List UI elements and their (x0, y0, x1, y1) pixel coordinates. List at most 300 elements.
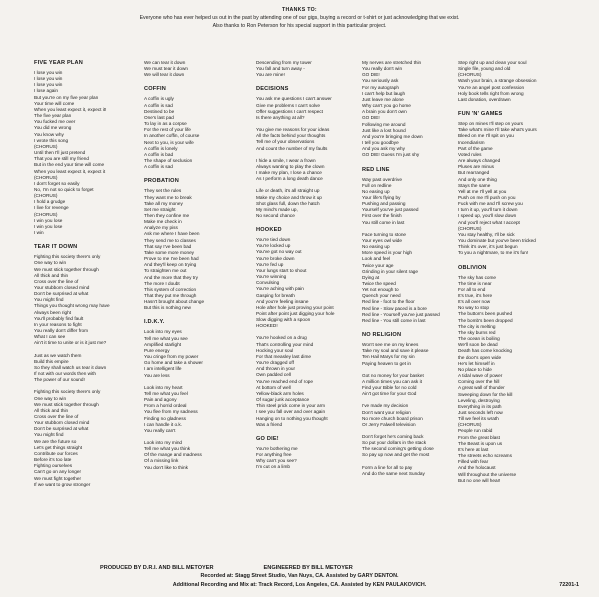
lyric-line: When you least expect it, expect it (34, 168, 106, 174)
lyric-line: And do the same next Sunday (362, 470, 425, 476)
lyric-line: Till we feel its wrath (458, 416, 499, 422)
song-title: TEAR IT DOWN (34, 244, 78, 251)
lyric-line: You seriously ask (362, 78, 399, 84)
lyric-line: I hold a grudge (34, 199, 66, 205)
lyric-line: The five year plan (34, 113, 72, 119)
song-title: I.D.K.Y. (144, 319, 165, 326)
lyric-line: Step on mines I'll step on yours (458, 121, 523, 127)
lyric-line: My mind's made up, (256, 206, 298, 212)
lyric-line: Was a friend (256, 421, 283, 427)
lyric-line: If we want to grow stronger (34, 481, 91, 487)
lyric-line: In your reasons to fight (34, 321, 82, 327)
lyric-line: You're tied down (256, 237, 291, 243)
lyric-line: The sky has come (458, 274, 497, 280)
lyric-line: Are always changed (458, 158, 501, 164)
lyric-line: Don't be surprised at what (34, 426, 89, 432)
lyric-line: Finding no gladness (144, 415, 186, 421)
lyric-line: Push on me I'll push on you (458, 194, 516, 200)
lyric-line: Pure energy (144, 347, 170, 353)
lyric-line: All the facts behind your thoughts (256, 133, 326, 139)
lyric-line: That's controlling your mind (256, 341, 314, 347)
lyric-line: Look into my eyes (144, 329, 182, 335)
lyric-line: No easing up (362, 244, 390, 250)
lyric-line: The city is melting (458, 323, 496, 329)
lyric-line: Shot glass full, down the hatch (256, 200, 320, 206)
lyric-line: Thin steel prick come in your arm (256, 403, 326, 409)
credits-section (0, 564, 599, 590)
lyric-line: Why can't you go home (362, 103, 411, 109)
lyric-line: I live for revenge (34, 205, 69, 211)
lyric-line: A coffin is sad (144, 102, 173, 108)
lyric-line: Just seconds left now (458, 409, 503, 415)
lyric-line: Pluses are minus (458, 164, 494, 170)
lyric-line: The second coming's getting close (362, 446, 434, 452)
lyric-line: Is there anything at all? (256, 114, 305, 120)
song-block (256, 227, 372, 428)
lyric-line: Then they confine me (144, 212, 190, 218)
lyric-line: And count the number of my faults (256, 145, 328, 151)
lyric-line: Life or death, it's all straight up (256, 188, 320, 194)
lyric-line: Just leave me alone (362, 96, 404, 102)
lyric-line: If not with our words then with (34, 371, 97, 377)
lyric-line: Of the mange and madness (144, 452, 202, 458)
lyric-line: Death has come knocking (458, 348, 512, 354)
lyric-line: Point after point just digging your hole (256, 311, 335, 316)
lyric-line: And only one thing (458, 176, 497, 182)
lyric-line: Prove to me I've been had (144, 256, 199, 262)
song-block (144, 178, 262, 311)
lyric-line: Take my soul and save it please (362, 348, 429, 354)
lyric-line: Cross over the line of (34, 413, 79, 419)
lyric-line: For my autograph (362, 84, 399, 90)
lyric-line: (CHORUS) (34, 211, 58, 217)
lyric-line: I win you lose (34, 223, 63, 229)
lyric-line: My nerves are stretched thin (362, 60, 422, 65)
lyric-line: I can't help but laugh (362, 90, 406, 96)
lyric-line: Descending from my tower (256, 60, 312, 65)
lyric-line: Own padded cell (256, 372, 291, 378)
lyric-line: Grinding in your silent rage (362, 268, 419, 274)
lyric-line: But rearranged (458, 170, 490, 176)
lyric-line: That they put me through (144, 293, 197, 298)
lyric-line: You stay healthy, I'll be sick (458, 231, 515, 237)
song-title: DECISIONS (256, 86, 289, 93)
lyric-line: Your stubborn closed mind (34, 420, 90, 426)
lyric-line: A coffin is sad (144, 164, 173, 170)
lyric-line: The sky burns red (458, 329, 496, 335)
lyric-line: Gasping for breath (256, 292, 295, 298)
lyric-line: Until then I'll just pretend (34, 150, 86, 156)
lyric-line: Fighting this society there's only (34, 254, 101, 260)
lyric-line: The button's been pushed (458, 311, 513, 317)
lyric-line: Single file, young and old (458, 66, 511, 72)
song-block (34, 60, 140, 236)
lyric-line: Slow digging with a spoon (256, 317, 311, 323)
lyric-line: Go home and take a shower (144, 360, 203, 366)
song-block (362, 60, 466, 159)
lyric-line: I don't forget so easily (34, 180, 80, 186)
song-title: FIVE YEAR PLAN (34, 60, 84, 66)
lyric-line: But this is nothing new (144, 305, 191, 311)
song-block (256, 60, 372, 78)
lyric-line: The bomb's been dropped (458, 317, 513, 323)
song-block (458, 265, 586, 484)
lyric-line: You're broke down (256, 255, 295, 261)
lyric-line: Your eyes owl wide (362, 237, 402, 243)
lyric-line: And thrown in your (256, 366, 296, 372)
lyric-line: This system of correction (144, 286, 197, 292)
lyric-line: Find your Bible for no cold (362, 385, 417, 391)
lyric-line: He's let himself in (458, 360, 495, 366)
lyrics-column-5 (458, 60, 586, 492)
lyric-line: Don't want your religion (362, 409, 411, 415)
lyric-line: I speed up, you'll slow down (458, 213, 517, 219)
lyric-line: Always been right (34, 309, 71, 315)
lyric-line: Before it's too late (34, 457, 72, 463)
lyric-line: One way to win (34, 260, 67, 266)
lyric-line: At bottom of well (256, 384, 291, 390)
lyric-line: Just like a lost hound (362, 127, 406, 133)
lyric-line: All thick and thin (34, 407, 69, 413)
lyric-line: Hanging on to nothing you thought (256, 415, 328, 421)
thanks-section (0, 6, 599, 30)
lyric-line: You fucked me over (34, 119, 76, 125)
lyric-line: GO DIE! (362, 115, 380, 121)
lyric-line: A coffin is ugly (144, 96, 174, 102)
song-block (144, 86, 262, 170)
lyric-line: We are the future so (34, 438, 77, 444)
lyric-line: You're fed up (256, 261, 284, 267)
lyric-line: Dying at (362, 274, 380, 280)
lyric-line: (CHORUS) (34, 143, 58, 149)
lyric-line: People run rabid (458, 428, 493, 434)
lyric-line: You're locked up (256, 243, 291, 249)
lyric-line: You really can't (144, 427, 176, 433)
lyric-line: No place to hide (458, 366, 492, 372)
lyric-line: They send me to classes (144, 237, 196, 243)
lyric-line: Got no money for your basket (362, 372, 424, 378)
lyric-line: Fighting this society there's only (34, 389, 101, 395)
lyric-line: You're dragged off (256, 360, 294, 366)
engineered-credit: ENGINEERED BY BILL METOYER (263, 564, 353, 571)
song-block (362, 167, 466, 325)
lyric-line: Full on redline (362, 182, 392, 188)
song-title: PROBATION (144, 178, 179, 185)
lyric-line: Voted rules (458, 151, 482, 157)
lyric-line: Take some more money (144, 249, 195, 255)
song-block (144, 60, 262, 78)
lyric-line: To you a nightmare, to me it's fun! (458, 250, 529, 256)
lyric-line: Yourself you've just passed (362, 207, 419, 213)
lyric-line: But no one will hear! (458, 477, 501, 483)
lyric-line: But in the end your time will come (34, 162, 105, 168)
lyric-line: No way to stop (458, 305, 490, 311)
lyric-line: Just as we watch them (34, 352, 82, 358)
lyric-line: Tell me what you feel (144, 390, 188, 396)
lyric-line: It's here at last (458, 446, 489, 452)
lyric-line: A coffin is bad (144, 151, 174, 157)
lyric-line: To lay in as a corpse (144, 121, 187, 127)
lyric-line: Look into my mind (144, 439, 183, 445)
lyric-line: HOOKED! (256, 323, 278, 329)
lyric-line: Your lungs start to shout (256, 267, 307, 273)
lyric-line: First over the finish (362, 213, 402, 219)
lyric-line: And you're feeling insane (256, 298, 309, 304)
lyric-line: They set the rules (144, 188, 182, 194)
additional-credit: Additional Recording and Mix at: Track Record, Los Angeles, CA. Assisted by KEN PAULAKOVICH. (172, 581, 427, 588)
lyric-line: The power of our sound! (34, 377, 85, 383)
lyric-line: You might find (34, 432, 64, 438)
lyric-line: You still come in last (362, 219, 405, 225)
song-title: COFFIN (144, 86, 167, 93)
lyric-line: the door's open wide (458, 354, 502, 360)
lyrics-column-1 (34, 60, 140, 496)
lyric-line: I'm cut on a limb (256, 464, 290, 470)
song-block (256, 86, 372, 219)
lyric-line: We must stick together through (34, 401, 99, 407)
catalog-number: 72201-1 (559, 582, 579, 588)
lyric-line: You're an angel post confession (458, 84, 525, 90)
lyric-line: No second chance (256, 212, 295, 218)
lyric-line: Twice your age (362, 262, 394, 268)
lyric-line: Bleed on me I'll spit on you (458, 133, 514, 139)
lyric-line: We'll soon be dead (458, 342, 498, 348)
lyric-line: We can tear it down (144, 60, 186, 65)
lyric-line: A coffin is lonely (144, 145, 178, 151)
lyric-line: A tidal wave of power (458, 373, 503, 379)
lyric-line: Amplified starlight (144, 341, 181, 347)
lyric-line: I am intelligent life (144, 366, 182, 372)
lyric-line: We will tear it down (144, 72, 185, 78)
lyric-line: So they shall watch us tear it down (34, 364, 107, 370)
song-title: OBLIVION (458, 264, 487, 271)
song-block (362, 332, 466, 477)
lyric-line: Sweeping down for the kill (458, 391, 513, 397)
lyric-line: Take all my money (144, 200, 183, 206)
lyric-line: Cross over the line of (34, 278, 79, 284)
lyric-line: For all to end (458, 286, 486, 292)
song-title: RED LINE (362, 166, 390, 173)
lyric-line: You dominate but you've been tricked (458, 238, 536, 244)
lyric-line: Wash your brain, a strange obsession (458, 78, 537, 84)
lyric-line: Why can't you see? (256, 458, 297, 464)
song-title: NO RELIGION (362, 332, 402, 339)
lyric-line: You really don't differ from (34, 328, 89, 334)
song-block (144, 319, 262, 470)
lyric-line: Make my choice and throw it up (256, 194, 322, 200)
lyric-line: Hocking your soul (256, 347, 294, 353)
lyric-line: Don't be surprised at what (34, 291, 89, 297)
lyric-line: Can't go on any longer (34, 469, 82, 475)
lyric-line: I make my plan, I lose a chance (256, 170, 322, 176)
lyric-line: Build this empire (34, 358, 69, 364)
lyric-line: You cringe from my power (144, 354, 199, 360)
lyric-line: Don't forget he's coming back (362, 433, 424, 439)
lyric-line: Next to you, is your wife (144, 139, 194, 145)
lyric-line: Won't see me on my knees (362, 342, 419, 348)
lyric-line: Ten Hail Marys for my sin (362, 354, 415, 360)
lyric-line: For the rest of your life (144, 127, 191, 133)
lyric-line: Pushing and passing (362, 201, 406, 207)
lyric-line: Take what's mine I'll take what's yours (458, 127, 537, 133)
lyric-line: Offer suggestions I can't respect (256, 108, 323, 114)
song-title: HOOKED (256, 227, 282, 234)
lyric-line: Ask me where I have been (144, 231, 200, 237)
lyric-line: Tell me what you think (144, 446, 191, 452)
lyric-line: Your stubborn closed mind (34, 285, 90, 290)
thanks-line-2: Also thanks to Ron Peterson for his special support in this particular project. (212, 23, 387, 29)
lyric-line: Holy book tells right from wrong (458, 90, 524, 96)
lyric-line: You've got no way out (256, 249, 302, 255)
lyric-line: For anything free (256, 451, 292, 457)
lyric-line: Convulsing (256, 280, 280, 286)
lyric-line: I win you lose (34, 217, 63, 223)
lyric-line: When you least expect it, expect it! (34, 106, 107, 112)
lyric-line: Think it's over, it's just begun (458, 244, 518, 250)
lyric-line: Make me check in (144, 219, 182, 225)
lyric-line: Of a missing link (144, 458, 179, 464)
lyric-line: Following me around (362, 121, 406, 127)
lyric-line: To straighten me out (144, 268, 187, 274)
lyric-line: But you're on my five year plan (34, 94, 99, 100)
lyric-line: Red line - foot to the floor (362, 299, 415, 305)
lyric-line: You ask me questions I can't answer (256, 96, 332, 102)
lyric-line: We must fight together (34, 475, 82, 481)
lyric-line: Ain't got time for your God (362, 391, 417, 397)
lyric-line: No easing up (362, 188, 390, 194)
lyric-line: Look and feel (362, 256, 391, 262)
lyric-line: Filled with fear (458, 459, 489, 465)
lyric-line: That say I've been bad (144, 243, 192, 249)
lyric-line: I tell you goodbye (362, 140, 399, 146)
lyric-line: You really don't win (362, 66, 403, 72)
lyric-line: So pay up now and get the most (362, 452, 430, 458)
lyric-line: All thick and thin (34, 272, 69, 278)
lyric-line: You're winning (256, 274, 287, 280)
lyric-line: I win (34, 230, 44, 236)
lyric-line: Of sugar junk acceptance (256, 397, 310, 403)
lyric-line: As I perform a long death dance (256, 176, 323, 182)
produced-credit: PRODUCED BY D.R.I. AND BILL METOYER (100, 564, 214, 571)
lyric-line: A million times you can ask it (362, 378, 422, 384)
lyric-line: Part of the game (458, 145, 493, 151)
song-title: FUN 'N' GAMES (458, 111, 503, 118)
lyric-line: I turn it up, you'll turn it down (458, 207, 518, 213)
lyric-line: We must tear it down (144, 66, 188, 72)
lyric-line: Analyze my piss (144, 225, 178, 231)
lyric-line: Things you thought wrong may have (34, 303, 110, 309)
thanks-heading: THANKS TO: (282, 7, 317, 13)
lyric-line: You don't like to think (144, 464, 188, 470)
lyric-line: It's all over now (458, 299, 491, 305)
lyric-line: GO DIE! Guess I'm just shy (362, 152, 420, 158)
lyric-line: One's last pad (144, 114, 174, 120)
lyric-line: I see you fall over and over again (256, 409, 326, 415)
lyric-line: You're aching with pain (256, 286, 304, 292)
lyric-line: The ocean is boiling (458, 336, 500, 342)
lyric-line: GO DIE! (362, 72, 380, 78)
lyric-line: Fuck with me and I'll screw you (458, 201, 523, 207)
lyric-line: Last donation, overdrawn (458, 96, 511, 102)
lyric-line: You might find (34, 297, 64, 303)
lyric-line: Form a line for all to pay (362, 464, 413, 470)
lyric-line: The more I doubt (144, 280, 180, 286)
lyric-line: From the great blast (458, 434, 500, 440)
lyric-line: They want me to break (144, 194, 192, 200)
lyric-line: You are mine! (256, 72, 285, 78)
lyric-line: You've reached end of rope (256, 378, 314, 384)
lyric-line: You know why (34, 131, 64, 137)
lyric-line: Coming over the hill (458, 379, 500, 385)
lyric-line: Way past overdrive (362, 176, 402, 182)
lyric-line: Give me problems I can't solve (256, 102, 320, 108)
lyric-line: That you are still my friend (34, 156, 89, 162)
lyric-line: I wrote this song (34, 137, 69, 143)
lyric-line: And they'll keep on trying (144, 262, 197, 268)
lyric-line: What I can see (34, 334, 66, 340)
lyric-line: You're hooked on a drug (256, 335, 307, 341)
lyric-line: No more church board prison (362, 415, 423, 421)
lyric-line: And you ask my why (362, 146, 405, 152)
lyric-line: (CHORUS) (34, 193, 58, 199)
thanks-line-1: Everyone who has ever helped us out in the past by attending one of our gigs, buying a record or t-shirt or just acknowledging that we exist. (139, 15, 460, 21)
lyric-line: Red line - Yourself you've just passed (362, 311, 440, 317)
lyric-line: Leveling, destroying (458, 397, 500, 403)
lyric-line: Yell at me I'll yell at you (458, 188, 507, 194)
lyric-line: Twice the speed (362, 281, 396, 286)
recorded-credit: Recorded at: Stagg Street Studio, Van Nuys, CA. Assisted by GARY DENTON. (200, 573, 399, 579)
song-block (34, 244, 140, 488)
lyric-line: Will throughout the universe (458, 471, 517, 477)
lyric-line: Your life's flying by (362, 194, 401, 200)
lyric-line: Hasn't brought about change (144, 299, 205, 305)
lyric-line: In another coffin, of course (144, 133, 200, 139)
lyric-line: Hole after hole just proving your point (256, 304, 334, 310)
lyric-line: Contribute our forces (34, 450, 78, 456)
lyric-line: And the holocaust (458, 465, 496, 471)
lyric-line: Yet not enough to (362, 287, 399, 293)
lyric-line: The time is near (458, 280, 492, 286)
lyric-line: From a horrid ordeal (144, 403, 187, 409)
lyric-line: (CHORUS) (458, 225, 482, 231)
lyric-line: A brain you don't own (362, 109, 407, 115)
lyric-line: Ain't it time to unite or is it just me? (34, 340, 107, 346)
lyric-line: You're bothering me (256, 445, 298, 451)
lyric-line: More speed is your high (362, 250, 413, 256)
song-block (458, 60, 586, 103)
song-block (256, 436, 372, 471)
lyric-line: Face turning to stone (362, 231, 407, 237)
lyric-line: Let's get things straight (34, 444, 83, 450)
lyric-line: Destined to be (144, 108, 175, 114)
lyric-line: A great wall of thunder (458, 385, 505, 391)
lyric-line: And the more that they try (144, 274, 198, 280)
lyric-line: It's true, it's here (458, 293, 493, 298)
lyric-line: I've made my decision (362, 403, 409, 409)
lyric-line: Tell me of your observations (256, 139, 315, 145)
lyric-line: Fighting ourselves (34, 463, 73, 469)
lyric-line: For that measley last dime (256, 353, 311, 359)
lyric-line: I lose you win (34, 82, 63, 88)
lyric-line: And you'll reject what I accept (458, 219, 520, 225)
lyric-line: So put your dollars in the stack (362, 440, 427, 446)
lyric-line: You'll probably find fault (34, 315, 84, 321)
lyric-line: You are less (144, 372, 170, 378)
lyric-line: Look into my heart (144, 384, 183, 390)
lyric-line: No, I'm not so quick to forget (34, 186, 94, 192)
lyric-line: You give me reasons for your ideas (256, 127, 330, 133)
lyric-line: Quench your need (362, 293, 401, 299)
